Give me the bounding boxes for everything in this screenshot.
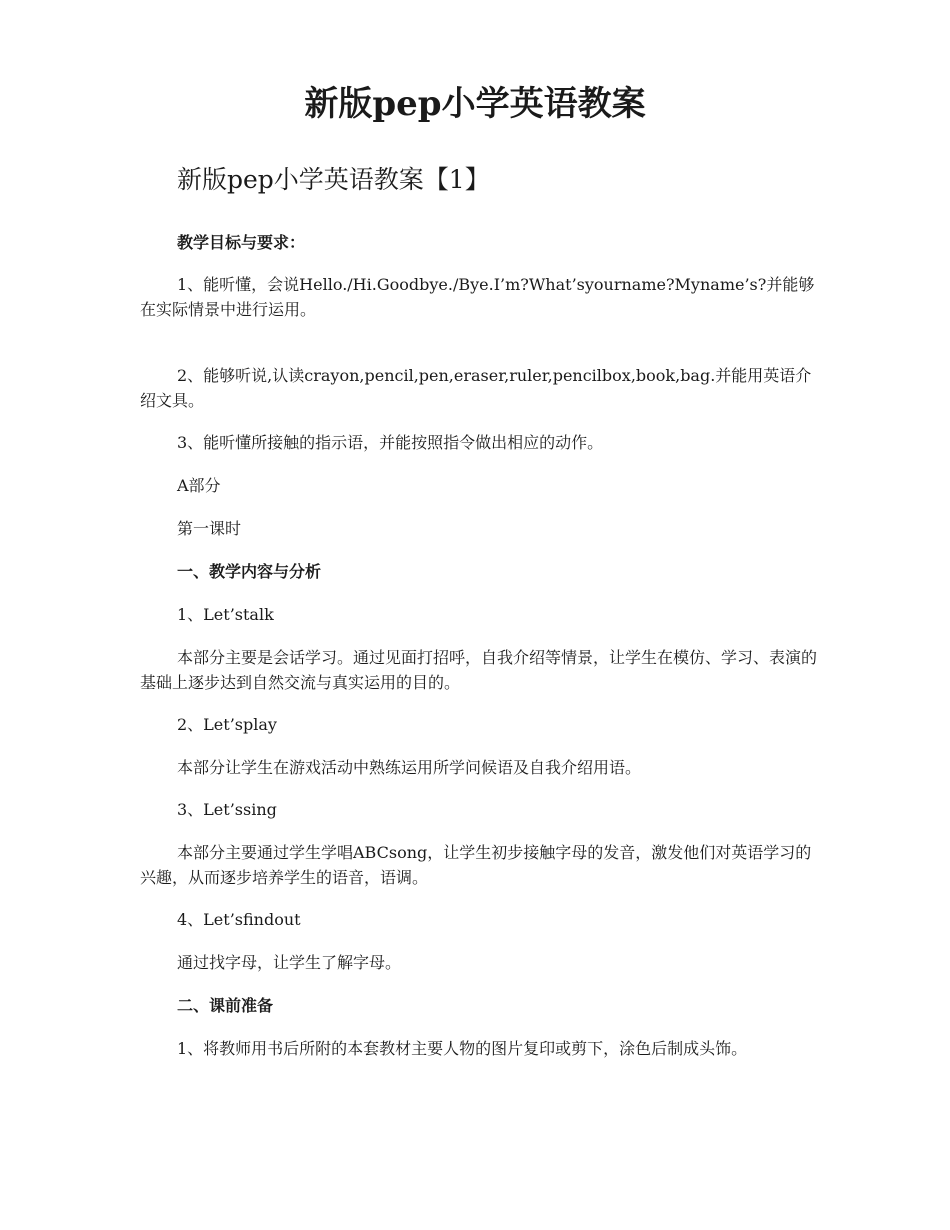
objectives-heading: 教学目标与要求： — [177, 233, 306, 252]
objective-3: 3、能听懂所接触的指示语，并能按照指令做出相应的动作。 — [177, 433, 604, 452]
preparation-heading: 二、课前准备 — [177, 996, 274, 1015]
preparation-item-1: 1、将教师用书后所附的本套教材主要人物的图片复印或剪下，涂色后制成头饰。 — [177, 1039, 748, 1058]
lets-sing-label: 3、Let’ssing — [177, 800, 277, 819]
lets-play-description: 本部分让学生在游戏活动中熟练运用所学问候语及自我介绍用语。 — [177, 758, 642, 777]
lets-play-label: 2、Let’splay — [177, 715, 277, 734]
section-title: 新版pep小学英语教案【1】 — [177, 165, 490, 194]
part-a-label: A部分 — [177, 476, 221, 495]
objective-2: 2、能够听说,认读crayon,pencil,pen,eraser,ruler,pencilbox,book,bag.并能用英语介绍文具。 — [140, 366, 812, 410]
lets-talk-label: 1、Let’stalk — [177, 605, 274, 624]
lets-talk-description: 本部分主要是会话学习。通过见面打招呼，自我介绍等情景，让学生在模仿、学习、表演的基础上逐步达到自然交流与真实运用的目的。 — [140, 648, 818, 692]
lets-sing-description: 本部分主要通过学生学唱ABCsong，让学生初步接触字母的发音，激发他们对英语学习的兴趣，从而逐步培养学生的语音，语调。 — [140, 843, 812, 887]
lesson-label: 第一课时 — [177, 519, 242, 538]
lets-find-out-description: 通过找字母，让学生了解字母。 — [177, 953, 402, 972]
document-title: 新版pep小学英语教案 — [304, 84, 646, 124]
objective-1: 1、能听懂，会说Hello./Hi.Goodbye./Bye.I’m?What’syourname?Myname’s?并能够在实际情景中进行运用。 — [140, 275, 815, 319]
content-analysis-heading: 一、教学内容与分析 — [177, 562, 322, 581]
lets-find-out-label: 4、Let’sfindout — [177, 910, 301, 929]
